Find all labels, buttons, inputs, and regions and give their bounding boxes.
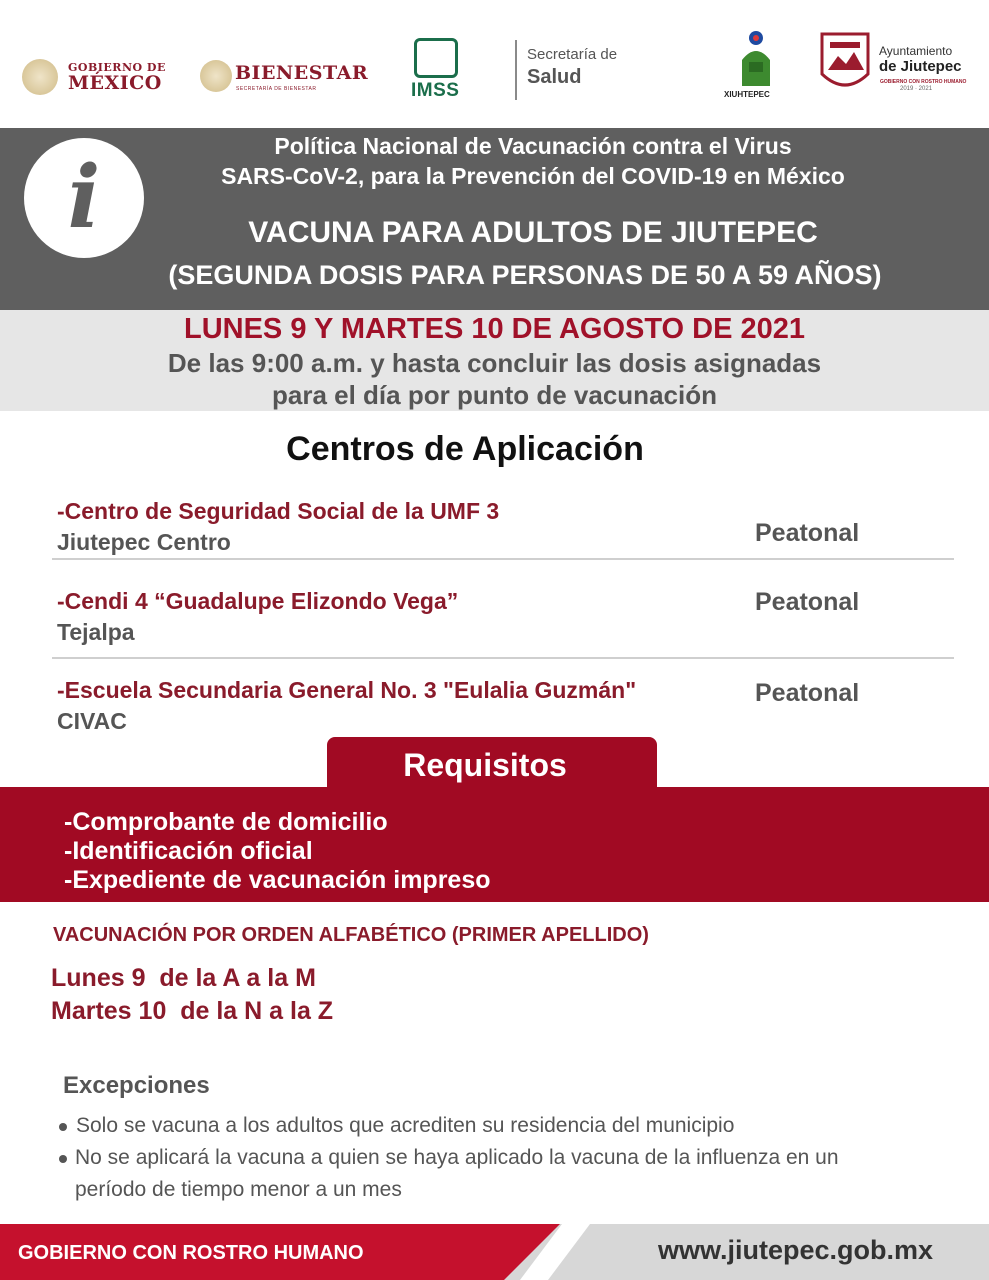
- excepcion-item: Solo se vacuna a los adultos que acrediten su residencia del municipio: [76, 1114, 735, 1137]
- site-access-mode: Peatonal: [755, 679, 860, 707]
- bienestar-logo-sub: SECRETARÍA DE BIENESTAR: [236, 86, 317, 92]
- requisito-item: -Identificación oficial: [64, 837, 313, 865]
- bullet-icon: [59, 1155, 67, 1163]
- vaccination-dates: LUNES 9 Y MARTES 10 DE AGOSTO DE 2021: [183, 313, 806, 345]
- xiuhtepec-glyph-icon: [734, 30, 778, 88]
- site-name: -Cendi 4 “Guadalupe Elizondo Vega”: [57, 588, 459, 614]
- bullet-icon: [59, 1123, 67, 1131]
- site-divider: [52, 657, 954, 659]
- salud-divider: [515, 40, 517, 100]
- imss-logo: IMSS: [411, 80, 460, 101]
- xiuhtepec-logo: XIUHTEPEC: [724, 90, 770, 99]
- site-area: CIVAC: [57, 708, 127, 734]
- excepciones-title: Excepciones: [63, 1072, 210, 1099]
- ayuntamiento-years: 2019 · 2021: [900, 86, 933, 92]
- gobierno-logo-line1: GOBIERNO DE: [68, 61, 166, 74]
- vaccination-hours-line1: De las 9:00 a.m. y hasta concluir las dosis asignadas: [167, 348, 822, 378]
- ayuntamiento-logo-line2: de Jiutepec: [879, 58, 962, 75]
- requisito-item: -Comprobante de domicilio: [64, 808, 388, 836]
- gobierno-logo-line2: MÉXICO: [68, 72, 162, 94]
- bienestar-logo: BIENESTAR: [235, 62, 369, 84]
- page-title: VACUNA PARA ADULTOS DE JIUTEPEC: [248, 216, 818, 249]
- salud-logo-line1: Secretaría de: [527, 46, 618, 63]
- salud-logo-line2: Salud: [527, 66, 582, 88]
- header-policy-line1: Política Nacional de Vacunación contra el Virus: [274, 133, 792, 159]
- excepcion-item-line1: No se aplicará la vacuna a quien se haya aplicado la vacuna de la influenza en un: [75, 1146, 839, 1169]
- requisitos-title: Requisitos: [403, 747, 567, 783]
- bienestar-seal-icon: [200, 60, 232, 92]
- gobierno-seal-icon: [22, 59, 58, 95]
- ayuntamiento-tagline: GOBIERNO CON ROSTRO HUMANO: [880, 79, 967, 85]
- site-name: -Centro de Seguridad Social de la UMF 3: [57, 498, 500, 524]
- header-policy-line2: SARS-CoV-2, para la Prevención del COVID-19 en México: [221, 163, 845, 189]
- requisito-item: -Expediente de vacunación impreso: [64, 866, 491, 894]
- ayuntamiento-logo-line1: Ayuntamiento: [879, 44, 953, 58]
- ayuntamiento-shield-icon: [818, 30, 872, 98]
- info-icon-glyph: i: [67, 147, 101, 248]
- orden-title: VACUNACIÓN POR ORDEN ALFABÉTICO (PRIMER APELLIDO): [53, 924, 649, 946]
- site-area: Tejalpa: [57, 619, 135, 645]
- vaccination-hours-line2: para el día por punto de vacunación: [272, 380, 717, 410]
- site-area: Jiutepec Centro: [57, 529, 231, 555]
- orden-line: Martes 10 de la N a la Z: [51, 997, 334, 1025]
- footer-slogan: GOBIERNO CON ROSTRO HUMANO: [18, 1242, 364, 1264]
- orden-line: Lunes 9 de la A a la M: [51, 964, 316, 992]
- site-name: -Escuela Secundaria General No. 3 "Eulalia Guzmán": [57, 677, 637, 703]
- site-access-mode: Peatonal: [755, 519, 860, 547]
- site-divider: [52, 558, 954, 560]
- imss-emblem-icon: [414, 38, 458, 78]
- centros-title: Centros de Aplicación: [286, 430, 644, 468]
- footer-website-link[interactable]: www.jiutepec.gob.mx: [658, 1235, 934, 1265]
- excepcion-item-line2: período de tiempo menor a un mes: [75, 1178, 402, 1201]
- site-access-mode: Peatonal: [755, 588, 860, 616]
- page-subtitle: (SEGUNDA DOSIS PARA PERSONAS DE 50 A 59 AÑOS): [168, 260, 882, 290]
